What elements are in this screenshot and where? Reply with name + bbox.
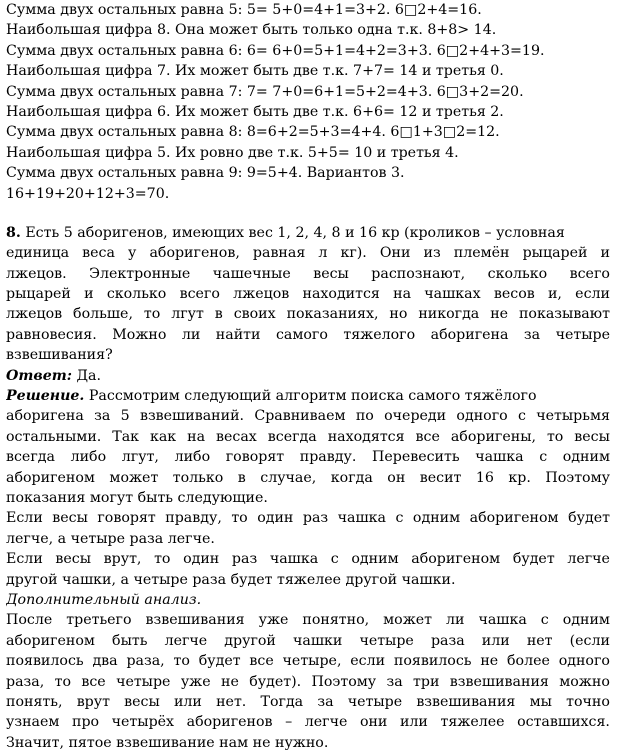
answer-text: Да. — [71, 367, 101, 384]
text-line: Если весы говорят правду, то один раз чашка с одним аборигеном будет — [6, 510, 610, 527]
text-line: аборигеном может только в случае, когда он весит 16 кр. Поэтому — [6, 469, 610, 486]
analysis-title: Дополнительный анализ. — [6, 591, 202, 608]
text-line: равновесия. Можно ли найти самого тяжелого аборигена за четыре — [6, 326, 610, 343]
problem-statement — [6, 223, 610, 366]
text-line: Наибольшая цифра 5. Их ровно две т.к. 5+5= 10 и третья 4. — [6, 144, 459, 161]
text-line: появилось два раза, то будет все четыре, если появилось не более одного — [6, 653, 610, 670]
problem-number: 8. — [6, 224, 21, 241]
previous-solution-block — [6, 0, 610, 204]
text-line: Сумма двух остальных равна 6: 6= 6+0=5+1=4+2=3+3. 6□2+4+3=19. — [6, 42, 545, 59]
case-truth-paragraph — [6, 508, 610, 549]
text-line: узнаем про четырёх аборигенов – легче они или тяжелее оставшихся. — [6, 714, 610, 731]
solution-block — [6, 386, 610, 508]
text-line: Сумма двух остальных равна 5: 5= 5+0=4+1=3+2. 6□2+4=16. — [6, 2, 482, 18]
text-line: аборигеном быть легче другой чашки четыре раза или нет (если — [6, 632, 610, 649]
analysis-block — [6, 610, 610, 753]
answer-line — [6, 366, 610, 386]
text-line: Наибольшая цифра 8. Она может быть только одна т.к. 8+8> 14. — [6, 22, 497, 39]
text-line: показания могут быть следующие. — [6, 489, 268, 506]
text-line: всегда либо лгут, либо говорят правду. Перевесить чашка с одним — [6, 449, 610, 466]
case-lie-paragraph — [6, 549, 610, 590]
text-line: Сумма двух остальных равна 8: 8=6+2=5+3=4+4. 6□1+3□2=12. — [6, 124, 500, 141]
text-line: Сумма двух остальных равна 9: 9=5+4. Вариантов 3. — [6, 165, 405, 182]
text-line: После третьего взвешивания уже понятно, может ли чашка с одним — [6, 612, 610, 629]
answer-label: Ответ: — [6, 367, 72, 384]
text-line: рыцарей и сколько всего лжецов находится на чашках весов и, если — [6, 286, 610, 303]
text-line: легче, а четыре раза легче. — [6, 530, 215, 547]
text-line: Есть 5 аборигенов, имеющих вес 1, 2, 4, 8 и 16 кр (кроликов – условная — [25, 224, 565, 241]
paragraph-gap — [6, 204, 610, 223]
text-line: раза, то все четыре уже не будет). Поэтому за три взвешивания можно — [6, 673, 610, 690]
solution-first-line — [6, 386, 610, 406]
text-line: Наибольшая цифра 7. Их может быть две т.к. 7+7= 14 и третья 0. — [6, 63, 504, 80]
text-line: лжецов больше, то лгут в своих показаниях, но никогда не показывают — [6, 306, 610, 323]
text-line: Наибольшая цифра 6. Их может быть две т.к. 6+6= 12 и третья 2. — [6, 103, 504, 120]
text-line: другой чашки, а четыре раза будет тяжелее другой чашки. — [6, 571, 456, 588]
text-line: взвешивания? — [6, 347, 113, 364]
text-line: 16+19+20+12+3=70. — [6, 185, 170, 202]
text-line: понять, врут весы или нет. Тогда за четыре взвешивания мы точно — [6, 693, 610, 710]
text-line: лжецов. Электронные чашечные весы распознают, сколько всего — [6, 265, 610, 282]
solution-label: Решение. — [6, 388, 85, 405]
text-line: Рассмотрим следующий алгоритм поиска самого тяжёлого — [88, 388, 537, 405]
text-line: Сумма двух остальных равна 7: 7= 7+0=6+1=5+2=4+3. 6□3+2=20. — [6, 83, 524, 100]
problem-first-line — [6, 223, 610, 243]
text-line: остальными. Так как на весах всегда находятся все аборигены, то весы — [6, 428, 610, 445]
text-line: единица веса у аборигенов, равная л кг). Они из племён рыцарей и — [6, 245, 610, 262]
text-line: Значит, пятое взвешивание нам не нужно. — [6, 734, 329, 751]
text-line: Если весы врут, то один раз чашка с одним аборигеном будет легче — [6, 551, 610, 568]
document-page — [6, 0, 610, 753]
text-line: аборигена за 5 взвешиваний. Сравниваем по очереди одного с четырьмя — [6, 408, 610, 425]
